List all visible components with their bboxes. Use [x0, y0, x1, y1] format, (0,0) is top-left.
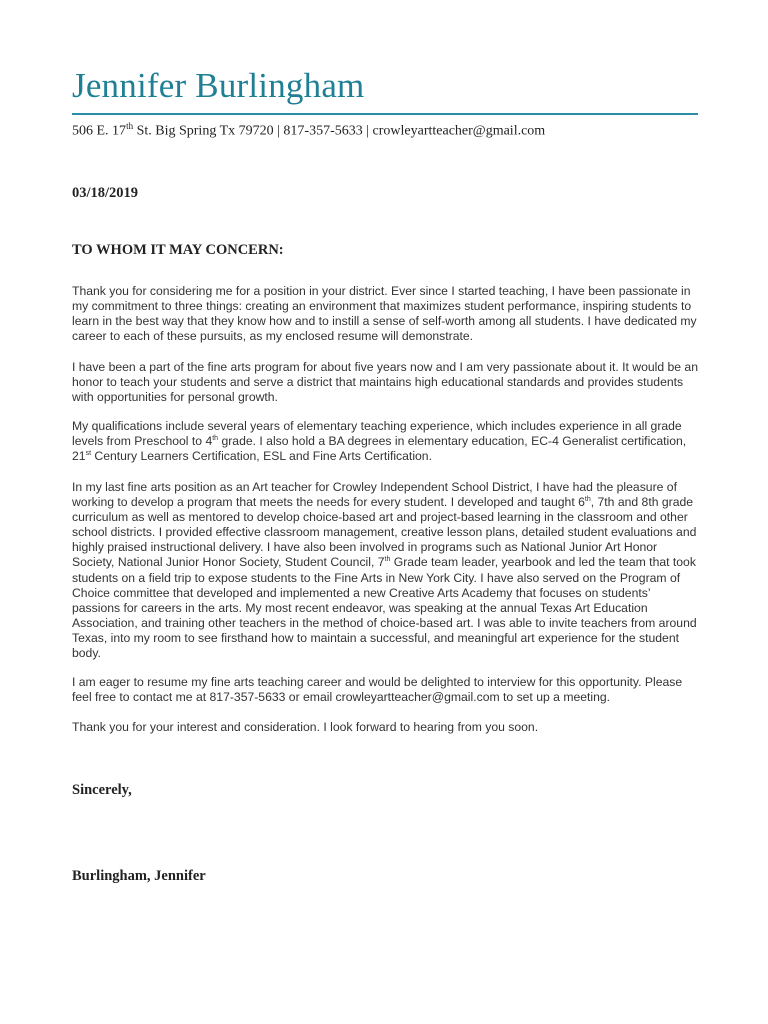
p4-sup-1: th — [584, 496, 591, 504]
paragraph-intro: Thank you for considering me for a position in your district. Ever since I started teaching, I have been passionate in my commitment to three things: creating an environment that maximizes student performance, inspiring students to learn in the best way that they know how and to instill a sense of self-worth among all students. I have dedicated my career to each of these pursuits, as my enclosed resume will demonstrate. — [72, 284, 697, 344]
p4-text-c: Grade team leader, yearbook and led the team that took students on a field trip to expose students to the Fine Arts in New York City. I have also served on the Program of Choice committee that developed and implemented a new Creative Arts Academy that focuses on students’ passions for careers in the arts. My most recent endeavor, was speaking at the annual Texas Art Education Association, and training other teachers in the method of choice-based art. I was able to invite teachers from around Texas, into my room to see firsthand how to maintain a successful, and meaningful art experience for the student body. — [72, 555, 697, 661]
address-start: 506 E. 17 — [72, 123, 127, 139]
paragraph-experience — [72, 480, 700, 661]
p3-text-c: Century Learners Certification, ESL and Fine Arts Certification. — [91, 449, 432, 464]
address-ordinal: th — [126, 121, 134, 131]
p3-text-b: grade. I also hold a BA degrees in elementary education, EC-4 Generalist certification, 21 — [72, 434, 687, 464]
contact-line — [72, 121, 545, 140]
p4-sup-2: th — [384, 556, 391, 564]
closing: Sincerely, — [72, 782, 132, 798]
p4-text-b: , 7th and 8th grade curriculum as well as mentored to develop choice-based art and project-based learning in the classroom and other school districts. I provided effective classroom management, creative lesson plans, detailed student evaluations and highly praised instructional delivery. I have also been involved in programs such as National Junior Art Honor Society, National Junior Honor Society, Student Council, 7 — [72, 495, 697, 570]
salutation: TO WHOM IT MAY CONCERN: — [72, 242, 284, 258]
header-divider — [72, 113, 698, 115]
sender-name: Jennifer Burlingham — [72, 66, 365, 105]
paragraph-qualifications — [72, 419, 700, 464]
paragraph-fine-arts: I have been a part of the fine arts program for about five years now and I am very passionate about it. It would be an honor to teach your students and serve a district that maintains high educational standards and provides students with opportunities for personal growth. — [72, 360, 698, 405]
letter-date: 03/18/2019 — [72, 185, 139, 201]
p4-text-a: In my last fine arts position as an Art teacher for Crowley Independent School District, I have had the pleasure of working to develop a program that meets the needs for every student. I developed and taught 6 — [72, 480, 677, 510]
p3-sup-1: th — [212, 435, 219, 443]
p3-sup-2: st — [85, 450, 92, 458]
p3-text-a: My qualifications include several years of elementary teaching experience, which includes experience in all grade levels from Preschool to 4 — [72, 419, 682, 449]
signature-name: Burlingham, Jennifer — [72, 868, 206, 884]
paragraph-thanks: Thank you for your interest and consideration. I look forward to hearing from you soon. — [72, 720, 539, 734]
address-rest: St. Big Spring Tx 79720 | 817-357-5633 | crowleyartteacher@gmail.com — [133, 123, 546, 139]
paragraph-contact: I am eager to resume my fine arts teaching career and would be delighted to interview for this opportunity. Please feel free to contact me at 817-357-5633 or email crowleyartteacher@gmail.com to set up a meeting. — [72, 675, 683, 705]
